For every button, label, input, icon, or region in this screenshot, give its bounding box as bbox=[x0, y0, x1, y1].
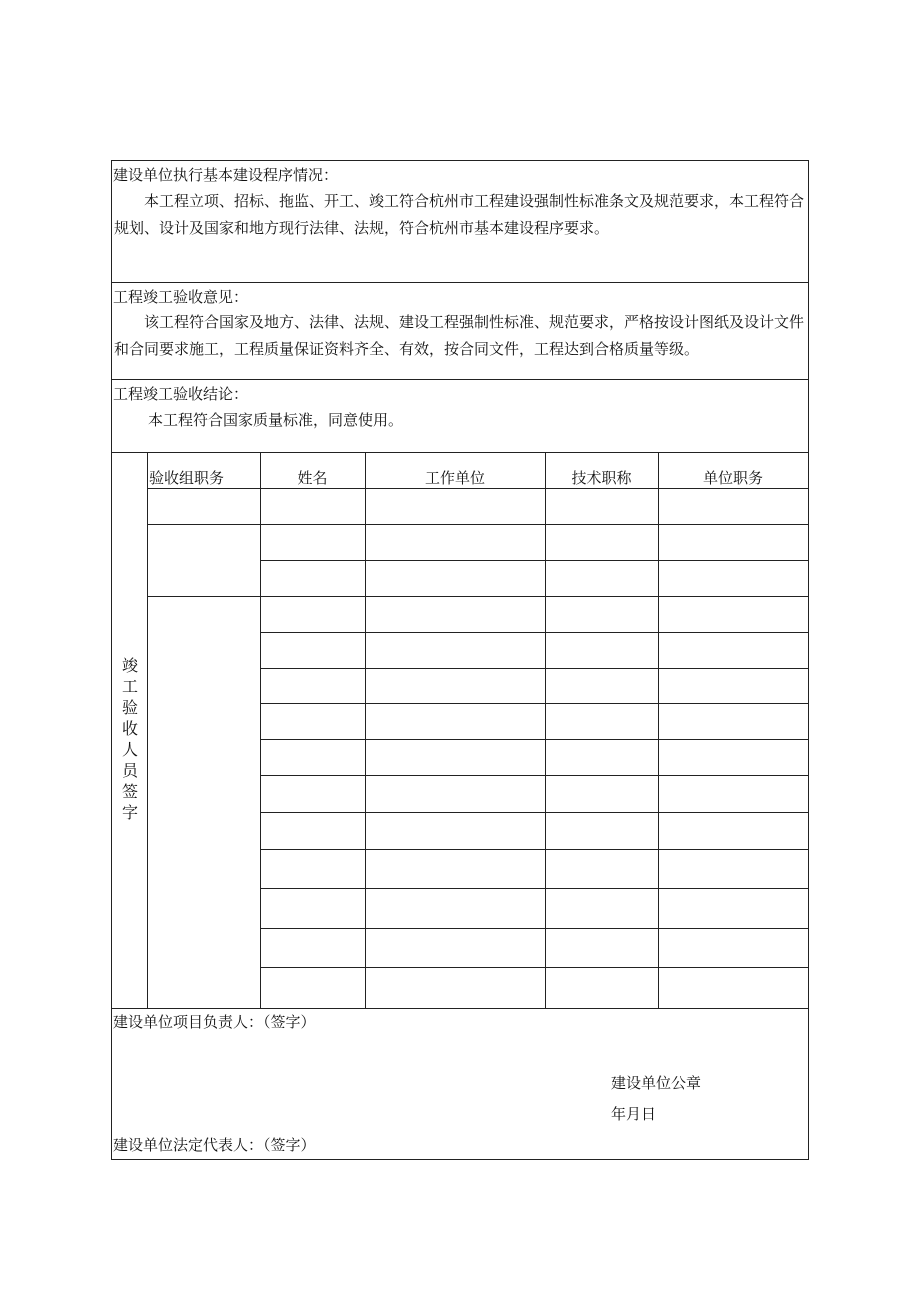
table-row-line bbox=[260, 888, 808, 889]
divider bbox=[112, 452, 808, 453]
side-label-char: 员 bbox=[121, 761, 138, 780]
table-col-line bbox=[658, 452, 659, 1008]
signature-side-label bbox=[112, 655, 148, 823]
header-name: 姓名 bbox=[297, 469, 328, 487]
divider bbox=[112, 379, 808, 380]
table-row-line bbox=[260, 668, 808, 669]
table-row-line bbox=[260, 703, 808, 704]
side-label-char: 字 bbox=[121, 803, 138, 822]
procedure-heading: 建设单位执行基本建设程序情况： bbox=[113, 166, 339, 184]
table-row-line bbox=[260, 849, 808, 850]
table-row-line bbox=[260, 928, 808, 929]
procedure-body: 本工程立项、招标、拖监、开工、竣工符合杭州市工程建设强制性标准条文及规范要求，本工程符合规划、设计及国家和地方现行法律、法规，符合杭州市基本建设程序要求。 bbox=[114, 192, 805, 237]
table-row-line bbox=[260, 812, 808, 813]
header-position: 单位职务 bbox=[702, 469, 763, 487]
table-row-line bbox=[147, 596, 808, 597]
date-label: 年月日 bbox=[611, 1105, 657, 1123]
side-label-char: 签 bbox=[121, 782, 138, 801]
conclusion-body: 本工程符合国家质量标准，同意使用。 bbox=[148, 411, 404, 429]
table-col-line bbox=[365, 452, 366, 1008]
table-row-line bbox=[260, 967, 808, 968]
acceptance-form bbox=[111, 160, 809, 1160]
seal-label: 建设单位公章 bbox=[611, 1074, 702, 1092]
conclusion-heading: 工程竣工验收结论： bbox=[113, 385, 249, 403]
divider bbox=[112, 282, 808, 283]
legal-rep-signature-label: 建设单位法定代表人：（签字） bbox=[113, 1136, 316, 1154]
side-label-char: 竣 bbox=[121, 656, 138, 675]
table-col-line bbox=[260, 452, 261, 1008]
table-row-line bbox=[147, 524, 808, 525]
side-label-char: 验 bbox=[121, 698, 138, 717]
header-title: 技术职称 bbox=[571, 469, 632, 487]
side-label-char: 工 bbox=[121, 677, 138, 696]
side-label-char: 人 bbox=[121, 740, 138, 759]
opinion-body: 该工程符合国家及地方、法律、法规、建设工程强制性标准、规范要求，严格按设计图纸及设计文件和合同要求施工，工程质量保证资料齐全、有效，按合同文件，工程达到合格质量等级。 bbox=[114, 313, 805, 358]
side-label-char: 收 bbox=[121, 719, 138, 738]
header-organization: 工作单位 bbox=[424, 469, 485, 487]
table-row-line bbox=[260, 775, 808, 776]
header-role: 验收组职务 bbox=[149, 469, 225, 487]
table-row-line bbox=[260, 560, 808, 561]
opinion-heading: 工程竣工验收意见： bbox=[113, 288, 249, 306]
project-lead-signature-label: 建设单位项目负责人：（签字） bbox=[113, 1013, 316, 1031]
table-col-line bbox=[545, 452, 546, 1008]
table-row-line bbox=[260, 632, 808, 633]
table-row-line bbox=[260, 739, 808, 740]
